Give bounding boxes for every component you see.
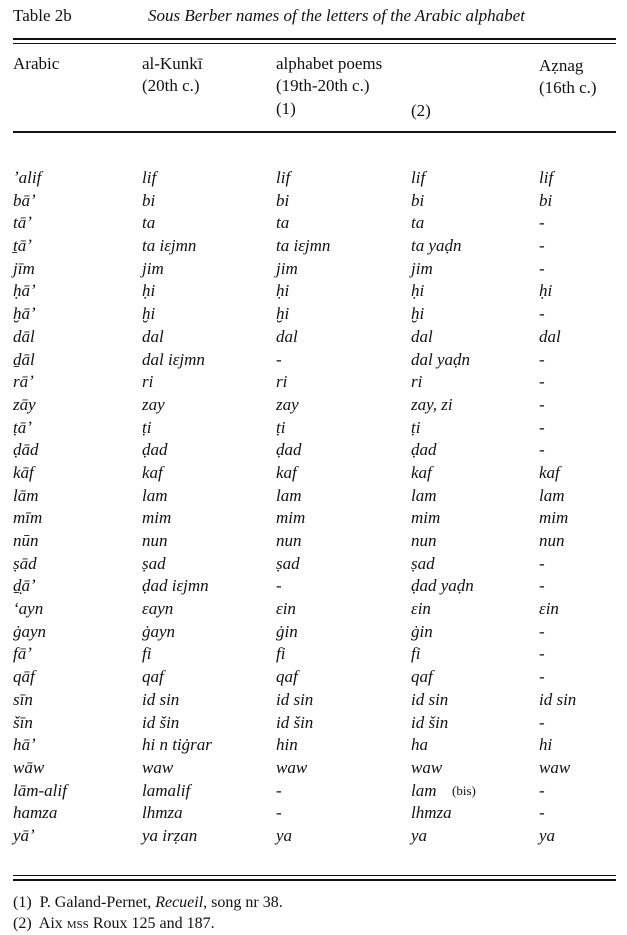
cell-aznag: -	[539, 236, 545, 256]
cell-poem-1: ri	[276, 372, 288, 392]
cell-poem-1: id šin	[276, 712, 314, 732]
letters-table	[0, 167, 627, 848]
cell-poem-2: ta yaḍn	[411, 236, 462, 256]
cell-aznag: -	[539, 258, 545, 278]
header-poems-1: (1)	[276, 99, 296, 118]
header-poems-period: (19th-20th c.)	[276, 76, 370, 95]
cell-poem-1: lif	[276, 168, 291, 187]
cell-poem-1: εin	[276, 599, 296, 619]
cell-poem-2: zay, zi	[411, 394, 453, 414]
cell-arabic: ḍād	[13, 440, 39, 460]
cell-poem-1: ṭi	[276, 417, 286, 437]
cell-arabic: šīn	[13, 712, 33, 732]
footnote-2-rest: Roux 125 and 187.	[88, 915, 215, 932]
header-aznag-period: (16th c.)	[539, 78, 597, 97]
table-row	[0, 235, 627, 258]
cell-kunki: ṭi	[142, 417, 152, 437]
table-row	[0, 530, 627, 553]
cell-aznag: -	[539, 394, 545, 414]
cell-kunki: id šin	[142, 712, 180, 732]
footnote-2-prefix: Aix	[38, 915, 67, 932]
cell-arabic: bāʼ	[13, 190, 36, 210]
cell-poem-1: kaf	[276, 462, 297, 482]
cell-arabic: kāf	[13, 462, 34, 482]
table-row	[0, 802, 627, 825]
cell-kunki: qaf	[142, 667, 164, 687]
header-kunki: al-Kunkī	[142, 54, 203, 73]
table-row	[0, 712, 627, 735]
cell-aznag: -	[539, 644, 545, 664]
cell-aznag: -	[539, 553, 545, 573]
cell-poem-2: ḍad yaḍn	[411, 576, 474, 596]
table-row	[0, 598, 627, 621]
cell-poem-1: nun	[276, 531, 302, 550]
cell-kunki: lam	[142, 485, 168, 505]
table-row	[0, 689, 627, 712]
cell-aznag: -	[539, 349, 545, 369]
cell-aznag: -	[539, 372, 545, 392]
cell-poem-1: ṣad	[276, 553, 300, 573]
cell-arabic: hāʼ	[13, 735, 36, 755]
cell-poem-2: εin	[411, 599, 431, 619]
cell-kunki: dal iεjmn	[142, 349, 205, 369]
cell-poem-1: ḫi	[276, 304, 290, 324]
cell-poem-2: jim	[411, 258, 433, 278]
footnote-1-number: (1)	[13, 894, 32, 911]
cell-poem-2: ḍad	[411, 440, 437, 460]
footnote-1	[13, 893, 283, 913]
cell-poem-2: ṭi	[411, 417, 421, 437]
cell-poem-2: id šin	[411, 712, 449, 732]
cell-poem-2: ya	[411, 825, 428, 845]
cell-aznag: waw	[539, 757, 571, 777]
cell-poem-1: -	[276, 803, 282, 823]
cell-kunki: ri	[142, 372, 154, 392]
cell-aznag: bi	[539, 190, 553, 210]
cell-aznag: -	[539, 621, 545, 641]
cell-poem-1: ta	[276, 213, 290, 233]
table-row	[0, 734, 627, 757]
cell-kunki: ġayn	[142, 621, 176, 641]
cell-arabic: ṯāʼ	[13, 236, 32, 256]
cell-poem-2: lif	[411, 168, 426, 187]
table-row	[0, 643, 627, 666]
cell-poem-2: nun	[411, 531, 437, 550]
cell-kunki: ta iεjmn	[142, 236, 197, 256]
table-row	[0, 553, 627, 576]
cell-poem-2: fi	[411, 644, 421, 664]
cell-kunki: kaf	[142, 462, 163, 482]
cell-kunki: zay	[142, 394, 165, 414]
cell-aznag: -	[539, 712, 545, 732]
cell-poem-1: -	[276, 780, 282, 800]
cell-poem-1: -	[276, 576, 282, 596]
cell-arabic: hamza	[13, 803, 58, 823]
footnote-2-number: (2)	[13, 915, 32, 932]
cell-kunki: dal	[142, 326, 164, 346]
table-row	[0, 485, 627, 508]
cell-poem-2: lam	[411, 485, 437, 505]
cell-kunki: jim	[142, 258, 164, 278]
cell-poem-1: ḍad	[276, 440, 302, 460]
cell-kunki: ḍad iεjmn	[142, 576, 209, 596]
cell-kunki: fi	[142, 644, 152, 664]
cell-kunki: εayn	[142, 599, 174, 619]
cell-aznag: -	[539, 440, 545, 460]
cell-poem-2: id sin	[411, 689, 449, 709]
cell-aznag: -	[539, 417, 545, 437]
top-rule-thin	[13, 43, 616, 44]
cell-aznag: lif	[539, 168, 554, 187]
cell-kunki: lamalif	[142, 780, 191, 800]
cell-poem-2: ḫi	[411, 304, 425, 324]
cell-poem-1: id sin	[276, 689, 314, 709]
cell-arabic: ʻayn	[13, 599, 44, 619]
table-label: Table 2b	[13, 6, 72, 25]
cell-arabic: ʼalif	[13, 168, 42, 187]
cell-aznag: kaf	[539, 462, 560, 482]
table-row	[0, 326, 627, 349]
cell-aznag: -	[539, 803, 545, 823]
cell-arabic: lām	[13, 485, 39, 505]
table-caption	[13, 6, 617, 30]
cell-aznag: mim	[539, 508, 569, 528]
table-row	[0, 190, 627, 213]
footnote-1-title: Recueil	[155, 894, 204, 911]
cell-arabic: mīm	[13, 508, 43, 528]
cell-kunki: lhmza	[142, 803, 183, 823]
bis-note: (bis)	[452, 782, 476, 798]
header-rule	[13, 131, 616, 133]
cell-arabic: dāl	[13, 326, 35, 346]
cell-kunki: bi	[142, 190, 156, 210]
cell-arabic: rāʼ	[13, 372, 34, 392]
cell-poem-2: ta	[411, 213, 425, 233]
cell-arabic: zāy	[13, 394, 36, 414]
cell-aznag: lam	[539, 485, 565, 505]
cell-poem-1: bi	[276, 190, 290, 210]
table-row	[0, 462, 627, 485]
cell-poem-1: dal	[276, 326, 298, 346]
table-row	[0, 621, 627, 644]
cell-arabic: ġayn	[13, 621, 47, 641]
cell-kunki: waw	[142, 757, 174, 777]
table-row	[0, 507, 627, 530]
cell-aznag: ḥi	[539, 281, 553, 301]
cell-poem-2: ġin	[411, 621, 433, 641]
cell-kunki: lif	[142, 168, 157, 187]
cell-arabic: jīm	[13, 258, 35, 278]
cell-kunki: mim	[142, 508, 172, 528]
footnote-2-mss: mss	[66, 915, 89, 932]
table-row	[0, 417, 627, 440]
cell-aznag: -	[539, 667, 545, 687]
cell-poem-2: mim	[411, 508, 441, 528]
cell-kunki: ya irẓan	[142, 825, 198, 845]
top-rule	[13, 38, 616, 40]
cell-poem-1: waw	[276, 757, 308, 777]
cell-poem-1: mim	[276, 508, 306, 528]
cell-poem-2: ḥi	[411, 281, 425, 301]
cell-poem-1: -	[276, 349, 282, 369]
cell-arabic: ṭāʼ	[13, 417, 32, 437]
cell-arabic: ḏāl	[13, 349, 35, 369]
cell-poem-1: ta iεjmn	[276, 236, 331, 256]
table-row	[0, 780, 627, 803]
cell-kunki: ḫi	[142, 304, 156, 324]
table-row	[0, 575, 627, 598]
header-aznag: Aẓnag	[539, 56, 584, 75]
cell-arabic: yāʼ	[13, 825, 35, 845]
footnote-1-rest: , song nr 38.	[203, 894, 283, 911]
cell-poem-2: bi	[411, 190, 425, 210]
cell-arabic: ḏ̣āʼ	[13, 576, 36, 596]
table-row	[0, 280, 627, 303]
cell-arabic: nūn	[13, 531, 39, 550]
cell-poem-2: lhmza	[411, 803, 452, 823]
cell-aznag: -	[539, 576, 545, 596]
cell-arabic: qāf	[13, 667, 35, 687]
footnote-2	[13, 914, 215, 934]
table-row	[0, 825, 627, 848]
cell-poem-2: lam	[411, 780, 437, 800]
cell-aznag: -	[539, 304, 545, 324]
cell-poem-2: ri	[411, 372, 423, 392]
cell-poem-2: dal	[411, 326, 433, 346]
table-row	[0, 371, 627, 394]
cell-aznag: -	[539, 213, 545, 233]
cell-poem-2: waw	[411, 757, 443, 777]
table-title: Sous Berber names of the letters of the Arabic alphabet	[148, 6, 525, 25]
cell-aznag: εin	[539, 599, 559, 619]
cell-poem-1: zay	[276, 394, 299, 414]
cell-kunki: ta	[142, 213, 156, 233]
cell-arabic: fāʼ	[13, 644, 32, 664]
header-poems-2: (2)	[411, 101, 431, 120]
cell-kunki: ḍad	[142, 440, 168, 460]
cell-poem-2: ha	[411, 735, 428, 755]
cell-aznag: dal	[539, 326, 561, 346]
cell-kunki: hi n tiġrar	[142, 735, 212, 755]
cell-poem-2: dal yaḍn	[411, 349, 471, 369]
cell-poem-1: ḥi	[276, 281, 290, 301]
cell-arabic: ḥāʼ	[13, 281, 36, 301]
bottom-rule	[13, 875, 616, 876]
cell-aznag: ya	[539, 825, 556, 845]
table-row	[0, 666, 627, 689]
table-row	[0, 757, 627, 780]
cell-kunki: ḥi	[142, 281, 156, 301]
table-row	[0, 303, 627, 326]
table-row	[0, 167, 627, 190]
cell-poem-2: qaf	[411, 667, 433, 687]
cell-poem-1: fi	[276, 644, 286, 664]
cell-arabic: ṣād	[13, 553, 37, 573]
cell-poem-1: jim	[276, 258, 298, 278]
table-row	[0, 349, 627, 372]
cell-aznag: nun	[539, 531, 565, 550]
cell-kunki: nun	[142, 531, 168, 550]
table-row	[0, 212, 627, 235]
cell-aznag: id sin	[539, 689, 577, 709]
header-poems: alphabet poems	[276, 54, 383, 73]
cell-poem-1: qaf	[276, 667, 298, 687]
cell-arabic: sīn	[13, 689, 33, 709]
cell-arabic: wāw	[13, 757, 45, 777]
header-arabic: Arabic	[13, 54, 60, 73]
cell-aznag: -	[539, 780, 545, 800]
cell-poem-2: ṣad	[411, 553, 435, 573]
table-row	[0, 439, 627, 462]
footnote-1-author: P. Galand-Pernet,	[39, 894, 156, 911]
cell-poem-1: ya	[276, 825, 293, 845]
cell-poem-1: lam	[276, 485, 302, 505]
cell-arabic: lām-alif	[13, 780, 67, 800]
cell-kunki: ṣad	[142, 553, 166, 573]
cell-poem-2: kaf	[411, 462, 432, 482]
bottom-rule-thick	[13, 879, 616, 881]
cell-kunki: id sin	[142, 689, 180, 709]
table-row	[0, 394, 627, 417]
table-row	[0, 258, 627, 281]
cell-poem-1: ġin	[276, 621, 298, 641]
header-kunki-period: (20th c.)	[142, 76, 200, 95]
cell-aznag: hi	[539, 735, 553, 755]
cell-poem-1: hin	[276, 735, 298, 755]
cell-arabic: tāʼ	[13, 213, 32, 233]
cell-arabic: ḫāʼ	[13, 304, 36, 324]
